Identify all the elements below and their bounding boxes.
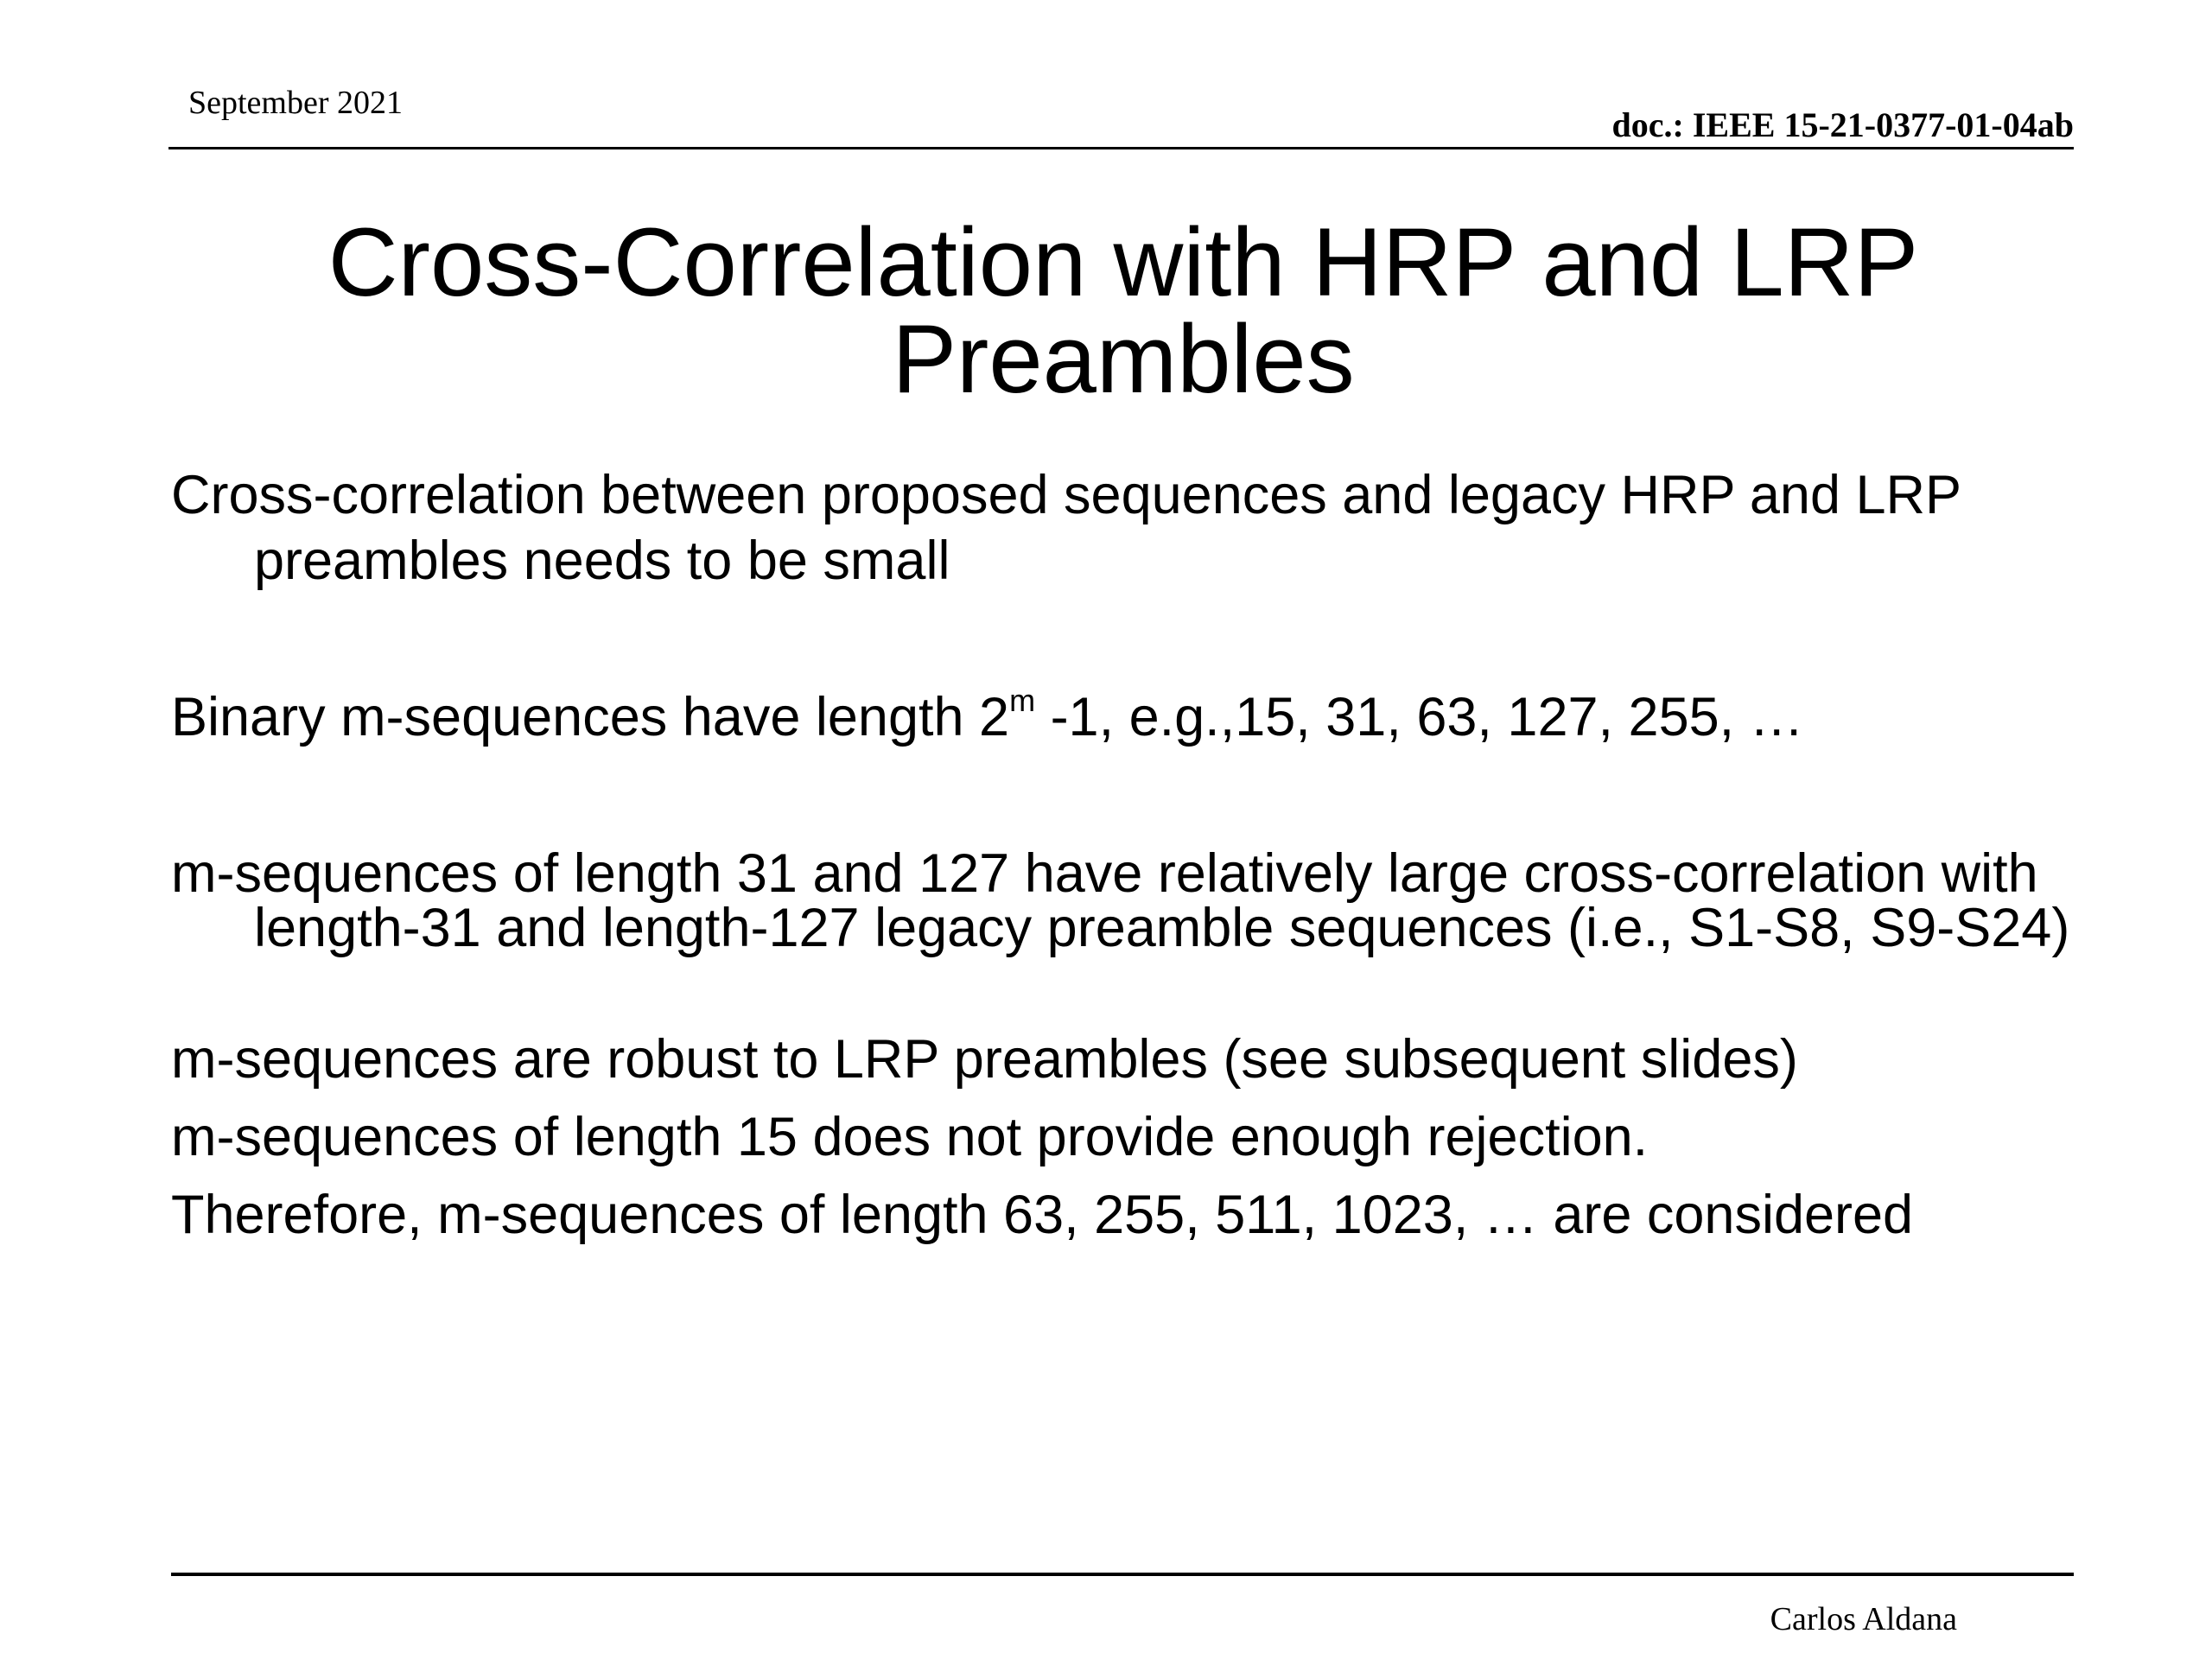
slide-title-line-2: Preambles xyxy=(892,305,1355,413)
paragraph-length-15: m-sequences of length 15 does not provide enough rejection. xyxy=(171,1107,1649,1167)
m-sequence-length-examples: -1, e.g.,15, 31, 63, 127, 255, … xyxy=(1035,687,1804,747)
header-doc-id: doc.: IEEE 15-21-0377-01-04ab xyxy=(1611,105,2074,144)
paragraph-lrp-robustness: m-sequences are robust to LRP preambles (see subsequent slides) xyxy=(171,1029,1798,1090)
slide-title-line-1: Cross-Correlation with HRP and LRP xyxy=(327,208,1919,316)
footer-divider xyxy=(171,1573,2074,1576)
footer-author: Carlos Aldana xyxy=(1770,1601,1957,1637)
paragraph-conclusion: Therefore, m-sequences of length 63, 255, 511, 1023, … are considered xyxy=(171,1185,1914,1245)
paragraph-length-31-127: m-sequences of length 31 and 127 have relatively large cross-correlation with length-31 and length-127 legacy preamble sequences (i.e., S1-S8, S9-S24) xyxy=(171,843,2070,958)
header-date: September 2021 xyxy=(188,85,404,121)
paragraph-m-sequence-length xyxy=(171,684,2155,750)
m-sequence-length-text: Binary m-sequences have length 2 xyxy=(171,687,1010,747)
header-divider xyxy=(168,147,2074,149)
paragraph-cross-correlation-requirement: Cross-correlation between proposed sequences and legacy HRP and LRP preambles needs to be small xyxy=(171,465,1961,591)
slide-title xyxy=(173,208,2074,413)
exponent-m: m xyxy=(1009,683,1036,718)
